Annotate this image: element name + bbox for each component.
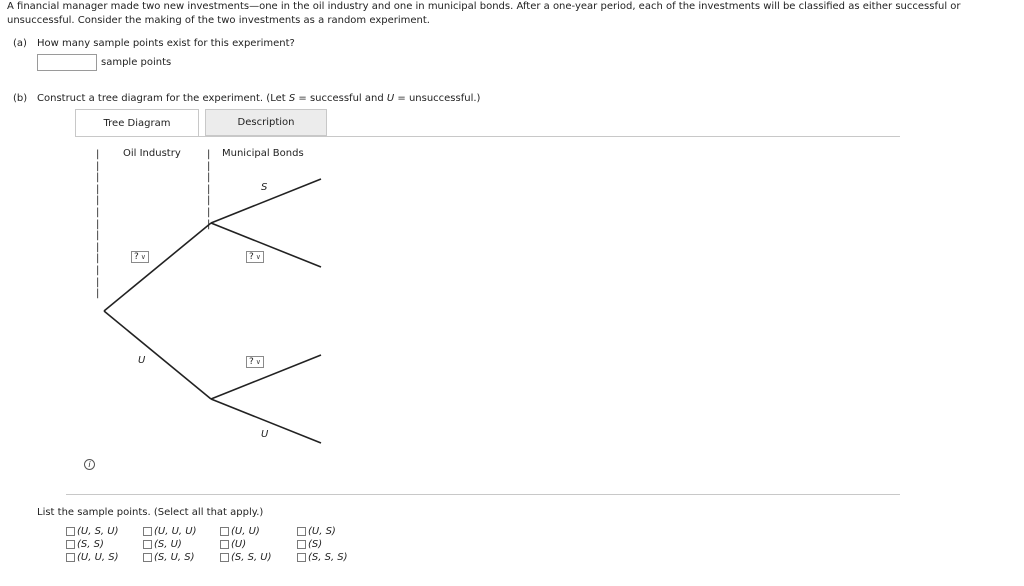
tab-tree-diagram[interactable]: Tree Diagram [75,109,199,136]
chevron-down-icon: ∨ [255,358,261,366]
sample-points-column-4 [297,525,348,564]
sample-points-prompt: List the sample points. (Select all that apply.) [37,507,264,518]
chevron-down-icon: ∨ [255,253,261,261]
sample-point-option[interactable]: (S, S) [66,538,119,551]
checkbox[interactable] [66,527,75,536]
bonds-top-upper-label: S [261,182,268,193]
sample-point-option[interactable]: (U, U) [220,525,272,538]
sample-point-option[interactable]: (U) [220,538,272,551]
bonds-column-divider: | | | | | | | [207,149,211,230]
oil-industry-header: Oil Industry [123,148,181,159]
checkbox[interactable] [220,527,229,536]
sample-points-column-2 [143,525,196,564]
sample-point-option[interactable]: (U, U, U) [143,525,196,538]
problem-intro: A financial manager made two new investments—one in the oil industry and one in municipal bonds. After a one-year period, each of the investments will be classified as either successful or unsuccessful. Consider the making of the two investments as a random experiment. [7,1,961,26]
part-a-label: (a) [13,38,27,49]
municipal-bonds-header: Municipal Bonds [222,148,304,159]
checkbox[interactable] [143,540,152,549]
sample-points-column-3 [220,525,272,564]
u-symbol: U [386,93,395,104]
sample-point-option[interactable]: (U, S, U) [66,525,119,538]
bonds-top-lower-dropdown[interactable]: ? ∨ [246,251,264,263]
checkbox[interactable] [297,527,306,536]
bonds-bottom-upper-dropdown[interactable]: ? ∨ [246,356,264,368]
part-b-question: Construct a tree diagram for the experiment. (Let S = successful and U = unsuccessful.) [37,93,481,104]
sample-point-option[interactable]: (S, U) [143,538,196,551]
checkbox[interactable] [143,553,152,562]
checkbox[interactable] [220,553,229,562]
checkbox[interactable] [66,553,75,562]
oil-bottom-outcome-label: U [138,355,146,366]
chevron-down-icon: ∨ [140,253,146,261]
bonds-bottom-lower-label: U [261,429,269,440]
branch-bonds-top-lower [211,223,321,267]
sample-point-option[interactable]: (U, U, S) [66,551,119,564]
sample-points-suffix: sample points [101,57,172,68]
sample-point-option[interactable]: (S, S, S) [297,551,348,564]
checkbox[interactable] [143,527,152,536]
checkbox[interactable] [66,540,75,549]
sample-point-option[interactable]: (S, U, S) [143,551,196,564]
branch-bonds-bottom-upper [211,355,321,399]
oil-top-outcome-dropdown[interactable]: ? ∨ [131,251,149,263]
checkbox[interactable] [297,540,306,549]
sample-point-option[interactable]: (S, S, U) [220,551,272,564]
checkbox[interactable] [297,553,306,562]
sample-points-column-1 [66,525,119,564]
info-icon[interactable]: i [84,459,95,470]
sample-point-option[interactable]: (U, S) [297,525,348,538]
part-a-question: How many sample points exist for this experiment? [37,38,295,49]
tab-description[interactable]: Description [205,109,327,136]
oil-column-divider: | | | | | | | | | | | | | [96,149,100,300]
checkbox[interactable] [220,540,229,549]
section-divider [66,494,900,495]
branch-oil-bottom [104,311,211,399]
branch-oil-top [104,223,211,311]
part-b-label: (b) [13,93,28,104]
sample-point-option[interactable]: (S) [297,538,348,551]
s-symbol: S [288,93,296,104]
